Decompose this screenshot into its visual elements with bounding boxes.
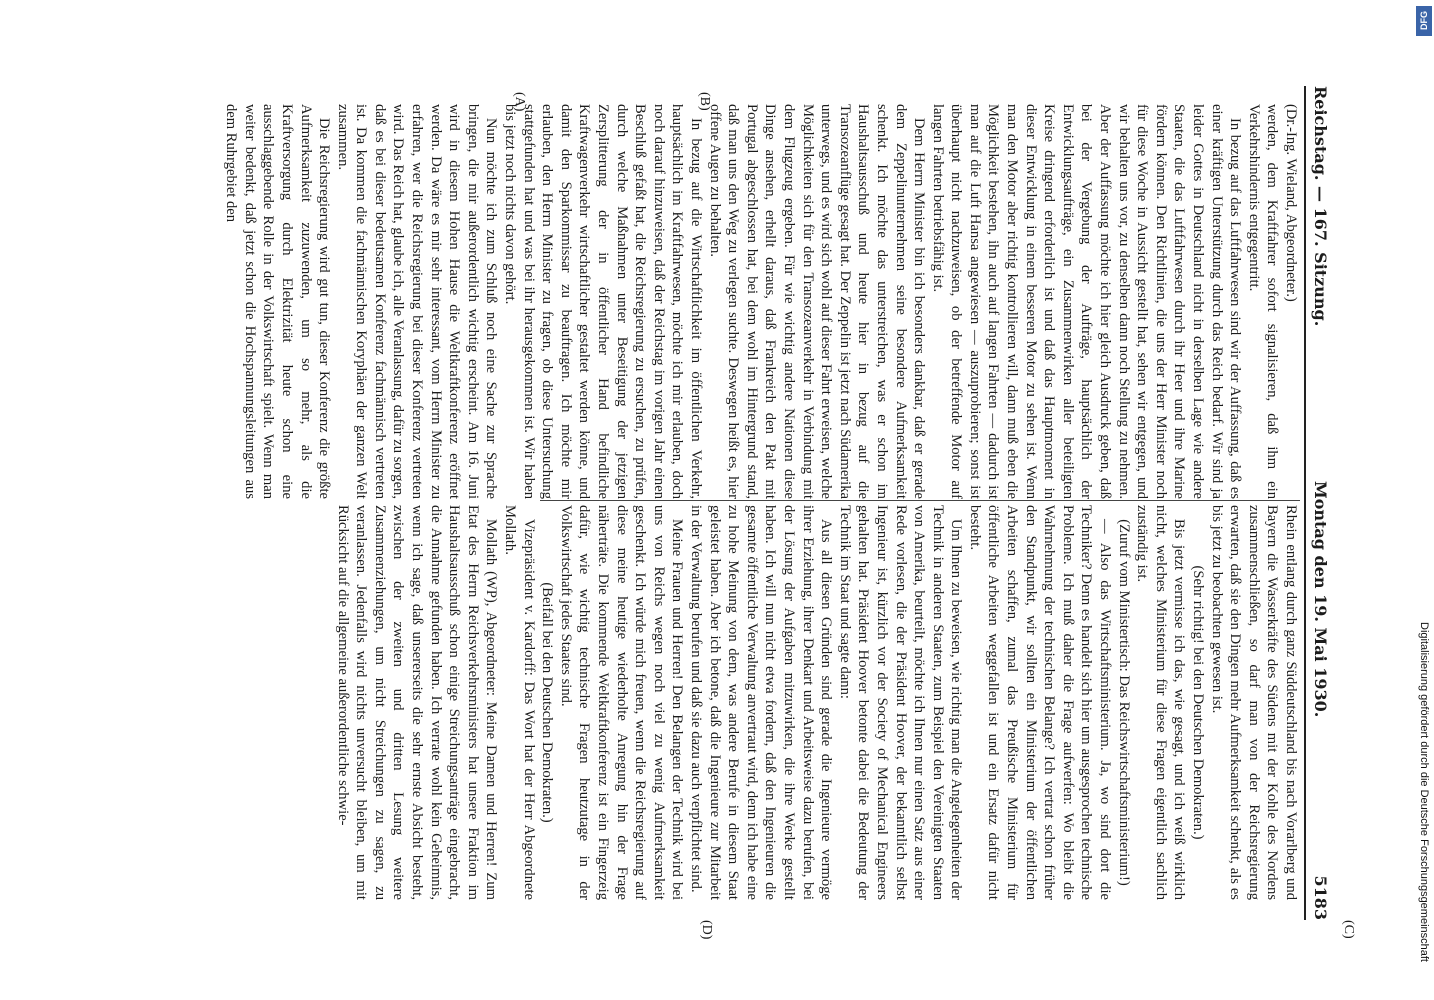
digitization-credit: Digitalisierung gefördert durch die Deutsche Forschungsgemeinschaft [1418, 622, 1430, 962]
margin-marker-b: (B) [697, 92, 712, 111]
paragraph: — Also das Wirtschaftsministerium. Ja, wo sind dort die Techniker? Denn es handelt sich hier um ausgesprochen technische Probleme. Ich muß daher die Frage aufwerfen: Wo bleibt die Wahrnehmung der technischen Belange? Ich vertrat schon früher den Standpunkt, wir sollten ein Ministerium der öffentlichen Arbeiten schaffen, zumal das Preußische Ministerium für öffentliche Arbeiten weggefallen ist und ein Ersatz dafür nicht besteht. [966, 505, 1114, 900]
header-rule [1304, 86, 1306, 920]
interjection: (Sehr richtig! bei den Deutschen Demokraten.) [1190, 565, 1207, 840]
margin-marker-c: (C) [1341, 920, 1356, 939]
quotation: Aus all diesen Gründen sind gerade die Ingenieure vermöge ihrer Erziehung, ihrer Denkart und Arbeitsweise dazu berufen, bei der Lösung der Aufgaben mitzuwirken, die ihre Werke gestellt haben. Ich will nun nicht etwa fordern, daß den Ingenieuren die gesamte öffentliche Verwaltung anvertraut wird, denn ich habe eine zu hohe Meinung von dem, was andere Berufe in diesem Staat geleistet haben. Aber ich betone, daß die Ingenieure zur Mitarbeit in der Verwaltung berufen und daß sie dazu auch verpflichtet sind. [688, 505, 835, 900]
column-divider [540, 500, 1300, 501]
paragraph: Die Reichsregierung wird gut tun, dieser Konferenz die größte Aufmerksamkeit zuzuwenden, um so mehr, als die Kraftversorgung durch Elektrizität heute schon eine ausschlaggebende Rolle in der Volkswirtschaft spielt. Wenn man weiter bedenkt, daß jetzt schon die Hochspannungsleitungen aus dem Ruhrgebiet den [223, 104, 333, 499]
page-header [1306, 86, 1330, 920]
paragraph: Nun möchte ich zum Schluß noch eine Sache zur Sprache bringen, die mir außerordentlich wichtig erscheint. Am 16. Juni wird in diesem Hohen Hause die Weltkraftkonferenz eröffnet werden. Da wäre es mir sehr interessant, vom Herrn Minister zu erfahren, wer die Reichsregierung bei dieser Konferenz vertreten wird. Das Reich hat, glaube ich, alle Veranlassung, dafür zu sorgen, daß es bei dieser bedeutsamen Konferenz fachmännisch vertreten ist. Da kommen die fachmännischen Koryphäen der ganzen Welt zusammen. [334, 104, 500, 499]
header-date: Montag den 19. Mai 1930. [1311, 481, 1330, 718]
interjection: (Beifall bei den Deutschen Demokraten.) [539, 582, 556, 823]
left-column [223, 104, 1300, 499]
paragraph: Rhein entlang durch ganz Süddeutschland bis nach Vorarlberg und Bayern die Wasserkräfte des Südens mit der Kohle des Nordens zusammenschließen, so darf man von der Reichsregierung erwarten, daß sie den Dingen mehr Aufmerksamkeit schenkt, als es bis jetzt zu beobachten gewesen ist. [1208, 505, 1299, 900]
dfg-logo-text: DFG [1419, 11, 1429, 30]
paragraph: Bis jetzt vermisse ich das, wie gesagt, und ich weiß wirklich nicht, welches Ministerium für diese Fragen eigentlich sachlich zuständig ist. [1134, 505, 1188, 900]
paragraph: Meine Frauen und Herren! Den Belangen der Technik wird bei uns von Reichs wegen noch viel zu wenig Aufmerksamkeit geschenkt. Ich würde mich freuen, wenn die Reichsregierung auf diese meine heutige wiederholte Anregung hin der Frage näherträte. Die kommende Weltkraftkonferenz ist ein Fingerzeig dafür, wie wichtig technische Fragen heutzutage in der Volkswirtschaft jedes Staates sind. [557, 505, 686, 900]
interjection: (Zuruf vom Ministertisch: Das Reichswirtschaftsministerium!) [1115, 519, 1132, 886]
paragraph: werden, dem Kraftfahrer sofort signalisieren, daß ihm ein Verkehrshindernis entgegentritt. [1245, 104, 1281, 499]
page-number: 5183 [1311, 875, 1330, 920]
paragraph: In bezug auf die Wirtschaftlichkeit im öffentlichen Verkehr, hauptsächlich im Kraftfahrwesen, möchte ich mir erlauben, doch noch darauf hinzuweisen, daß der Reichstag im vorigen Jahr einen Beschluß gefaßt hat, die Reichsregierung zu ersuchen, zu prüfen, durch welche Maßnahmen unter Beseitigung der jetzigen Zersplitterung der in öffentlicher Hand befindliche Kraftwagenverkehr wirtschaftlicher gestaltet werden könne, und damit den Sparkommissar zu beauftragen. Ich möchte mir erlauben, den Herrn Minister zu fragen, ob diese Untersuchung stattgefunden hat und was bei ihr herausgekommen ist. Wir haben bis jetzt noch nichts davon gehört. [502, 104, 704, 499]
right-column [334, 505, 1300, 900]
paragraph: In bezug auf das Luftfahrwesen sind wir der Auffassung, daß es einer kräftigen Unterstützung durch das Reich bedarf. Wir sind ja leider Gottes in Deutschland nicht in derselben Lage wie andere Staaten, die das Luftfahrwesen durch ihr Heer und ihre Marine fördern können. Den Richtlinien, die uns der Herr Minister noch für diese Woche in Aussicht gestellt hat, sehen wir entgegen, und wir behalten uns vor, zu denselben dann noch Stellung zu nehmen. Aber der Auffassung möchte ich hier gleich Ausdruck geben, daß bei der Vergebung der Aufträge, hauptsächlich der Entwicklungsaufträge, ein Zusammenwirken aller beteiligten Kreise dringend erforderlich ist und daß das Hauptmoment in dieser Entwicklung in einem besseren Motor zu sehen ist. Wenn man den Motor aber richtig kontrollieren will, dann muß eben die Möglichkeit bestehen, ihn auch auf langen Fahrten — dadurch ist man auf die Luft Hansa angewiesen — auszuprobieren; sonst ist überhaupt nicht nachzuweisen, ob der betreffende Motor auf langen Fahrten betriebsfähig ist. [929, 104, 1244, 499]
paragraph: Vizepräsident v. Kardorff: Das Wort hat der Herr Abgeordnete Mollath. [502, 505, 537, 900]
paragraph: Mollath (WP), Abgeordneter: Meine Damen und Herren! Zum Etat des Herrn Reichsverkehrsministers hat unsere Fraktion im Haushaltsausschuß schon einige Streichungsanträge eingebracht, die Annahme gefunden haben. Ich verrate wohl kein Geheimnis, wenn ich sage, daß unsererseits die sehr ernste Absicht besteht, zwischen der zweiten und dritten Lesung weitere Zusammenziehungen, um nicht Streichungen zu sagen, zu veranlassen. Jedenfalls wird nichts unversucht bleiben, um mit Rücksicht auf die allgemeine außerordentliche schwie- [334, 505, 500, 900]
speaker-line: (Dr.-Ing. Wieland, Abgeordneter.) [1283, 104, 1299, 302]
header-session: Reichstag. — 167. Sitzung. [1311, 86, 1330, 327]
paragraph: Dem Herrn Minister bin ich besonders dankbar, daß er gerade dem Zeppelinunternehmen seine besondere Aufmerksamkeit schenkt. Ich möchte das unterstreichen, was er schon im Haushaltsausschuß und heute hier in bezug auf die Transozeanflüge gesagt hat. Der Zeppelin ist jetzt nach Südamerika unterwegs, und es wird sich wohl auf dieser Fahrt erweisen, welche Möglichkeiten sich für den Transozeanverkehr in Verbindung mit dem Flugzeug ergeben. Für wie wichtig andere Nationen diese Dinge ansehen, erhellt daraus, daß Frankreich den Pakt mit Portugal abgeschlossen hat, bei dem wohl im Hintergrund stand, daß man uns den Weg zu verlegen suchte. Deswegen heißt es, hier offene Augen zu behalten. [706, 104, 928, 499]
paragraph: Um Ihnen zu beweisen, wie richtig man die Angelegenheiten der Technik in anderen Staaten, zum Beispiel den Vereinigten Staaten von Amerika, beurteilt, möchte ich Ihnen nur einen Satz aus einer Rede vorlesen, die der Präsident Hoover, der bekanntlich selbst Ingenieur ist, kürzlich vor der Society of Mechanical Engineers gehalten hat. Präsident Hoover betonte dabei die Bedeutung der Technik im Staat und sagte dann: [836, 505, 965, 900]
margin-marker-d: (D) [699, 920, 714, 940]
margin-marker-a: (A) [512, 92, 527, 112]
